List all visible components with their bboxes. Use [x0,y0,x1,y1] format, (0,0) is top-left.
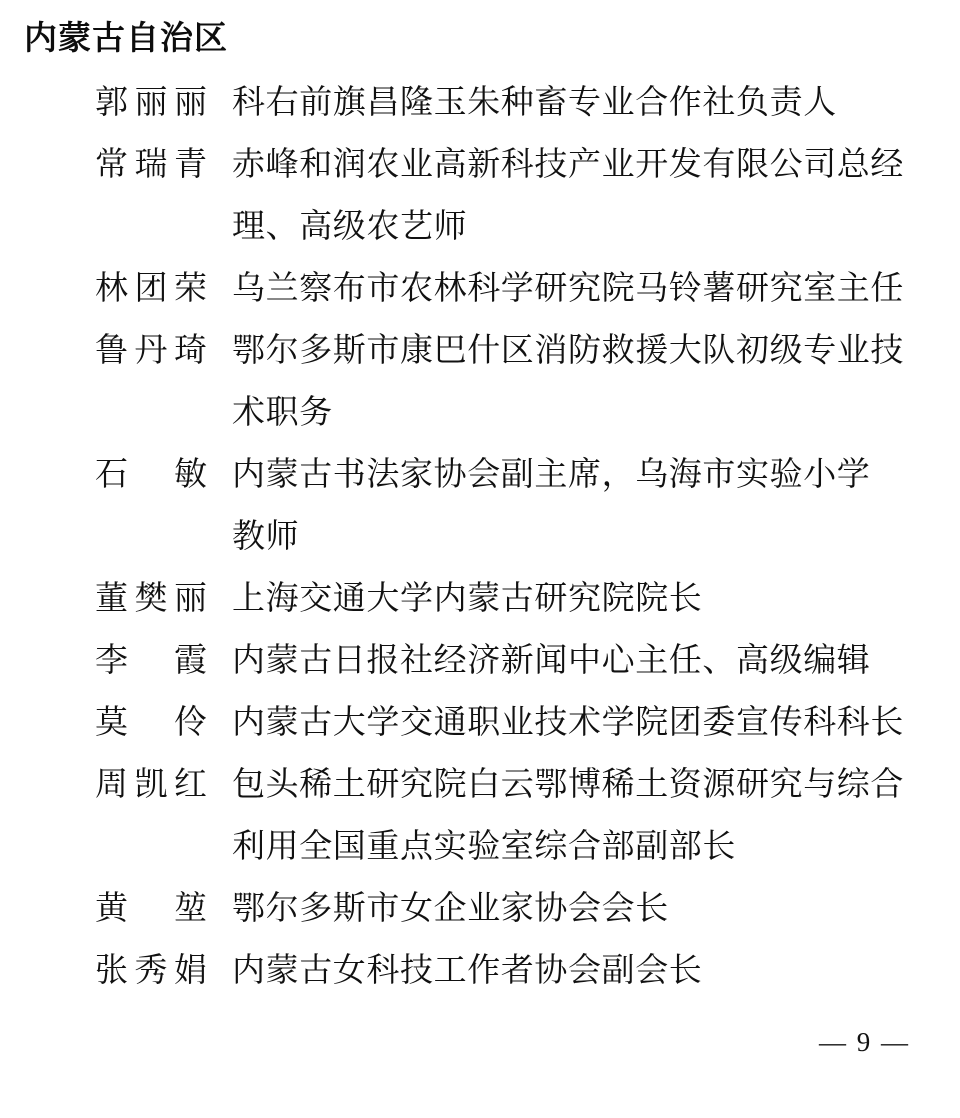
honoree-name [95,754,207,816]
name-char: 石 [95,457,128,493]
name-char: 常 [95,147,128,183]
name-char: 莫 [95,705,128,741]
name-char: 鲁 [95,333,128,369]
honoree-title: 内蒙古书法家协会副主席，乌海市实验小学 [232,457,871,493]
section-heading: 内蒙古自治区 [24,19,228,56]
name-char: 李 [95,643,128,679]
honoree-entry [0,258,960,320]
entry-first-line [0,692,960,754]
honoree-name [95,568,207,630]
honoree-entry [0,940,960,1002]
honoree-entry-list [0,72,960,1002]
honoree-title: 上海交通大学内蒙古研究院院长 [232,581,703,617]
name-char: 丽 [174,581,207,617]
entry-first-line [0,444,960,506]
name-char: 堃 [174,891,207,927]
honoree-entry [0,444,960,568]
honoree-entry [0,320,960,444]
name-char: 红 [174,767,207,803]
honoree-entry [0,134,960,258]
name-char: 丽 [174,85,207,121]
honoree-name [95,940,207,1002]
entry-first-line [0,754,960,816]
honoree-title: 包头稀土研究院白云鄂博稀土资源研究与综合 [232,767,904,803]
honoree-name [95,72,207,134]
page-number: — 9 — [819,1027,910,1057]
honoree-name [95,878,209,940]
honoree-name [95,258,207,320]
name-char: 荣 [174,271,207,307]
honoree-name [95,320,207,382]
entry-first-line [0,320,960,382]
honoree-entry [0,72,960,134]
entry-first-line [0,72,960,134]
entry-first-line [0,568,960,630]
name-char: 团 [134,271,168,307]
honoree-title: 鄂尔多斯市康巴什区消防救援大队初级专业技 [232,333,904,369]
honoree-entry [0,878,960,940]
honoree-entry [0,754,960,878]
name-char: 青 [174,147,207,183]
name-char: 凯 [134,767,168,803]
honoree-name [95,630,209,692]
entry-continuation-line [0,816,960,878]
honoree-title: 内蒙古大学交通职业技术学院团委宣传科科长 [232,705,904,741]
name-char: 秀 [134,953,168,989]
name-char: 瑞 [134,147,168,183]
entry-continuation-line [0,196,960,258]
entry-first-line [0,630,960,692]
honoree-title: 乌兰察布市农林科学研究院马铃薯研究室主任 [232,271,904,307]
name-char: 周 [95,767,128,803]
entry-continuation-line [0,506,960,568]
name-char: 张 [95,953,128,989]
name-char: 樊 [134,581,168,617]
honoree-title: 科右前旗昌隆玉朱种畜专业合作社负责人 [232,85,837,121]
name-char: 敏 [174,457,207,493]
name-char: 霞 [174,643,207,679]
entry-first-line [0,134,960,196]
honoree-name [95,444,209,506]
entry-continuation-line [0,382,960,444]
entry-first-line [0,878,960,940]
name-char: 丽 [134,85,168,121]
name-char: 娟 [174,953,207,989]
name-char: 郭 [95,85,128,121]
honoree-title-continued: 术职务 [232,395,333,431]
honoree-entry [0,568,960,630]
honoree-entry [0,630,960,692]
honoree-title: 内蒙古日报社经济新闻中心主任、高级编辑 [232,643,871,679]
honoree-title: 鄂尔多斯市女企业家协会会长 [232,891,669,927]
name-char: 伶 [174,705,207,741]
honoree-title-continued: 教师 [232,519,300,555]
entry-first-line [0,940,960,1002]
entry-first-line [0,258,960,320]
name-char: 林 [95,271,128,307]
honoree-name [95,692,209,754]
name-char: 琦 [174,333,207,369]
honoree-title: 赤峰和润农业高新科技产业开发有限公司总经 [232,147,904,183]
honoree-name [95,134,207,196]
honoree-title-continued: 利用全国重点实验室综合部副部长 [232,829,736,865]
honoree-title: 内蒙古女科技工作者协会副会长 [232,953,703,989]
name-char: 丹 [134,333,168,369]
name-char: 董 [95,581,128,617]
name-char: 黄 [95,891,128,927]
honoree-title-continued: 理、高级农艺师 [232,209,468,245]
honoree-entry [0,692,960,754]
